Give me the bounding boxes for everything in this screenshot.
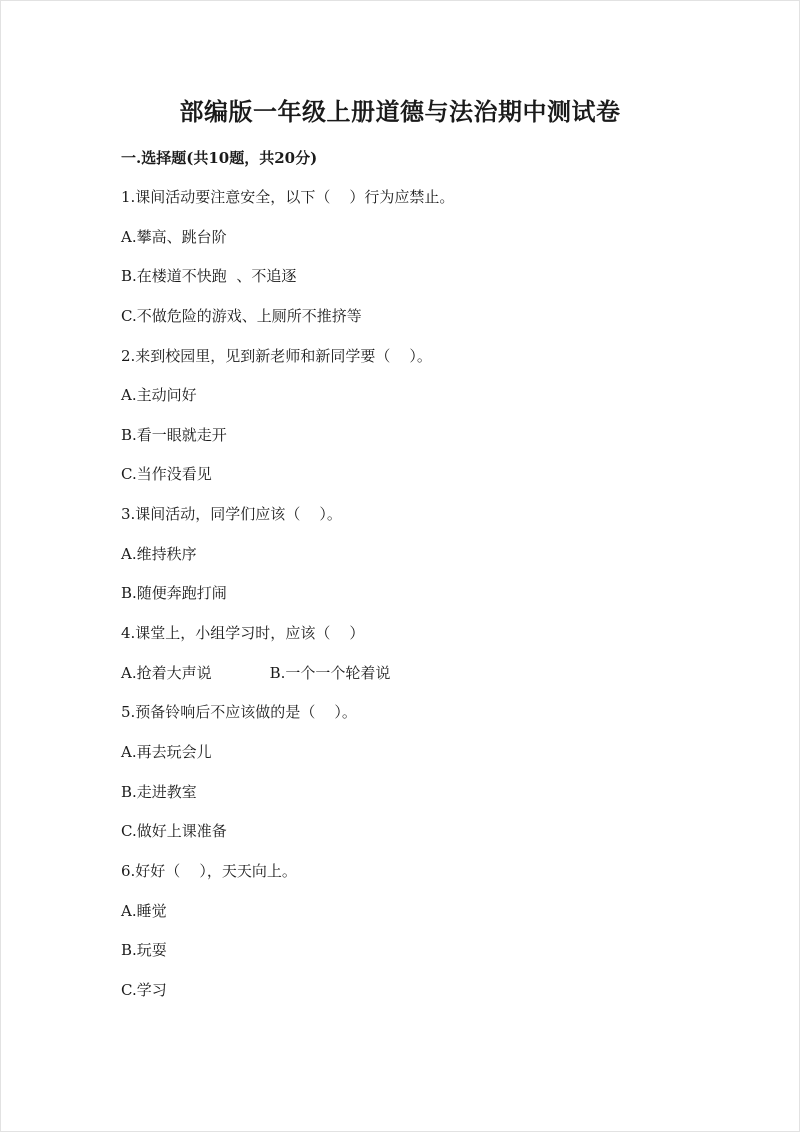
question-list bbox=[121, 186, 721, 1018]
question-6-option-b: B.玩耍 bbox=[121, 941, 167, 960]
question-2-stem: 2.来到校园里，见到新老师和新同学要（ ）。 bbox=[121, 346, 432, 365]
question-5-stem: 5.预备铃响后不应该做的是（ ）。 bbox=[121, 703, 357, 722]
question-5-option-a: A.再去玩会儿 bbox=[121, 742, 212, 761]
question-1-option-b: B.在楼道不快跑 、不追逐 bbox=[121, 267, 297, 286]
question-4-option-a: A.抢着大声说 bbox=[121, 663, 212, 682]
question-1-option-c: C.不做危险的游戏、上厕所不推挤等 bbox=[121, 306, 362, 325]
question-6-stem: 6.好好（ ），天天向上。 bbox=[121, 861, 297, 880]
section-heading: 一.选择题(共10题，共20分) bbox=[121, 149, 318, 167]
question-3-stem: 3.课间活动，同学们应该（ ）。 bbox=[121, 505, 342, 524]
question-2-option-b: B.看一眼就走开 bbox=[121, 425, 227, 444]
question-4-stem: 4.课堂上，小组学习时，应该（ ） bbox=[121, 624, 365, 643]
question-3-option-a: A.维持秩序 bbox=[121, 544, 197, 563]
question-4-options-row bbox=[121, 662, 721, 702]
question-1-stem: 1.课间活动要注意安全，以下（ ）行为应禁止。 bbox=[121, 188, 455, 206]
question-6-option-a: A.睡觉 bbox=[121, 901, 167, 920]
question-3-option-b: B.随便奔跑打闹 bbox=[121, 584, 227, 603]
page-title: 部编版一年级上册道德与法治期中测试卷 bbox=[179, 97, 621, 126]
question-2-option-c: C.当作没看见 bbox=[121, 465, 212, 484]
question-5-option-c: C.做好上课准备 bbox=[121, 822, 227, 841]
question-2-option-a: A.主动问好 bbox=[121, 386, 197, 405]
question-1-option-a: A.攀高、跳台阶 bbox=[121, 227, 227, 246]
question-6-option-c: C.学习 bbox=[121, 980, 167, 999]
question-5-option-b: B.走进教室 bbox=[121, 782, 197, 801]
question-4-option-b: B.一个一个轮着说 bbox=[269, 663, 391, 682]
